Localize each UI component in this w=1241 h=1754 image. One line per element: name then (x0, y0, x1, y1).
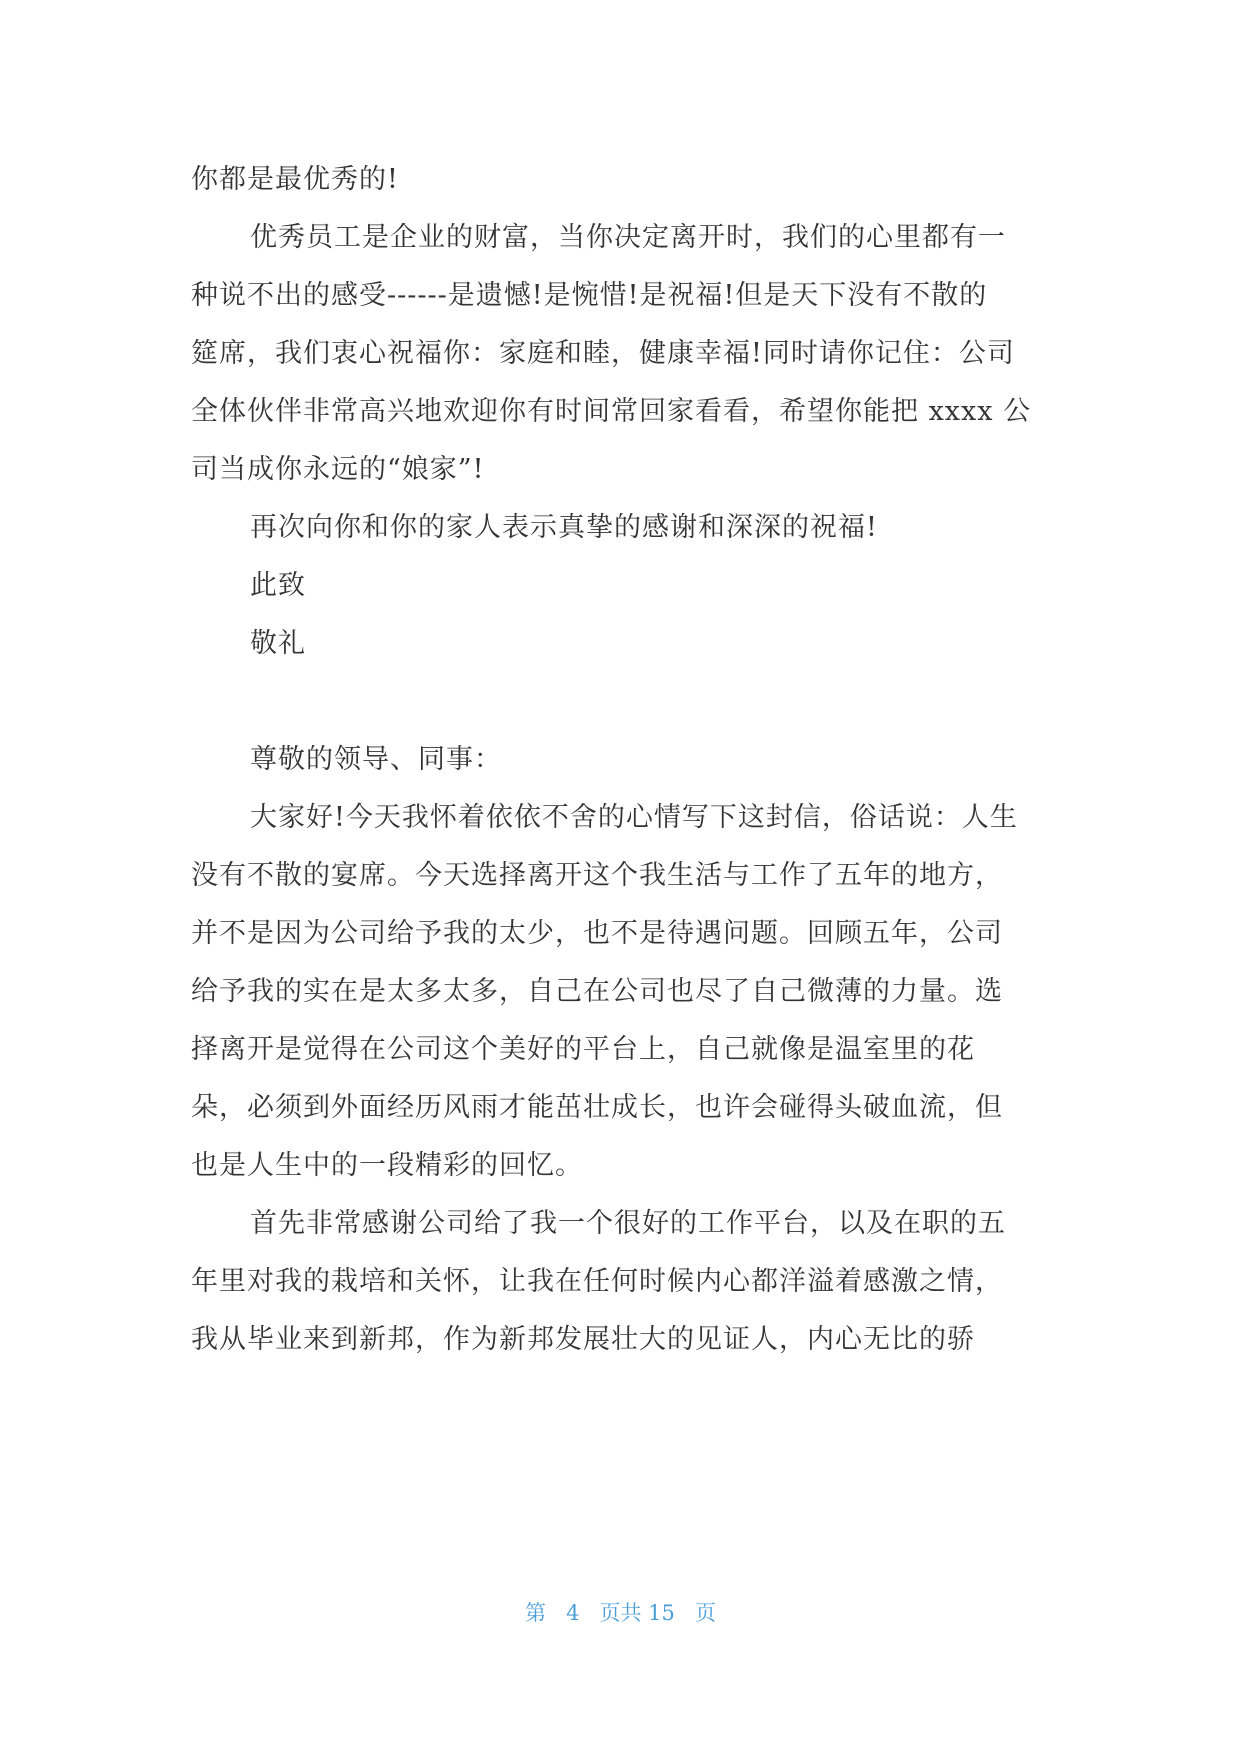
page-number: 4 (566, 1601, 580, 1625)
total-pages: 15 (648, 1601, 675, 1625)
salutation-line: 尊敬的领导、同事： (250, 744, 502, 775)
closing-line: 敬礼 (250, 628, 306, 659)
body-line: 择离开是觉得在公司这个美好的平台上，自己就像是温室里的花 (191, 1034, 975, 1065)
body-line: 优秀员工是企业的财富，当你决定离开时，我们的心里都有一 (250, 222, 1006, 253)
body-line: 我从毕业来到新邦，作为新邦发展壮大的见证人，内心无比的骄 (191, 1324, 975, 1355)
body-line: 并不是因为公司给予我的太少，也不是待遇问题。回顾五年，公司 (191, 918, 1003, 949)
body-line: 你都是最优秀的! (191, 164, 399, 195)
body-line: 没有不散的宴席。今天选择离开这个我生活与工作了五年的地方， (191, 860, 1003, 891)
body-line: 筵席，我们衷心祝福你：家庭和睦，健康幸福!同时请你记住：公司 (191, 338, 1015, 369)
body-line: 全体伙伴非常高兴地欢迎你有时间常回家看看，希望你能把 xxxx 公 (191, 396, 1032, 427)
closing-line: 此致 (250, 570, 306, 601)
body-line: 首先非常感谢公司给了我一个很好的工作平台，以及在职的五 (250, 1208, 1006, 1239)
page-end-label: 页 (694, 1601, 716, 1625)
body-line: 种说不出的感受------是遗憾!是惋惜!是祝福!但是天下没有不散的 (191, 280, 988, 311)
body-line: 司当成你永远的“娘家”! (191, 454, 485, 485)
body-line: 给予我的实在是太多太多，自己在公司也尽了自己微薄的力量。选 (191, 976, 1003, 1007)
body-line: 朵，必须到外面经历风雨才能茁壮成长，也许会碰得头破血流，但 (191, 1092, 1003, 1123)
body-line: 再次向你和你的家人表示真挚的感谢和深深的祝福! (250, 512, 878, 543)
body-line: 大家好!今天我怀着依依不舍的心情写下这封信，俗话说：人生 (250, 802, 1018, 833)
body-line: 年里对我的栽培和关怀，让我在任何时候内心都洋溢着感激之情， (191, 1266, 1003, 1297)
body-line: 也是人生中的一段精彩的回忆。 (191, 1150, 583, 1181)
page-of-label: 页共 (599, 1601, 642, 1625)
page-footer (0, 1597, 1241, 1627)
page-label: 第 (525, 1601, 547, 1625)
